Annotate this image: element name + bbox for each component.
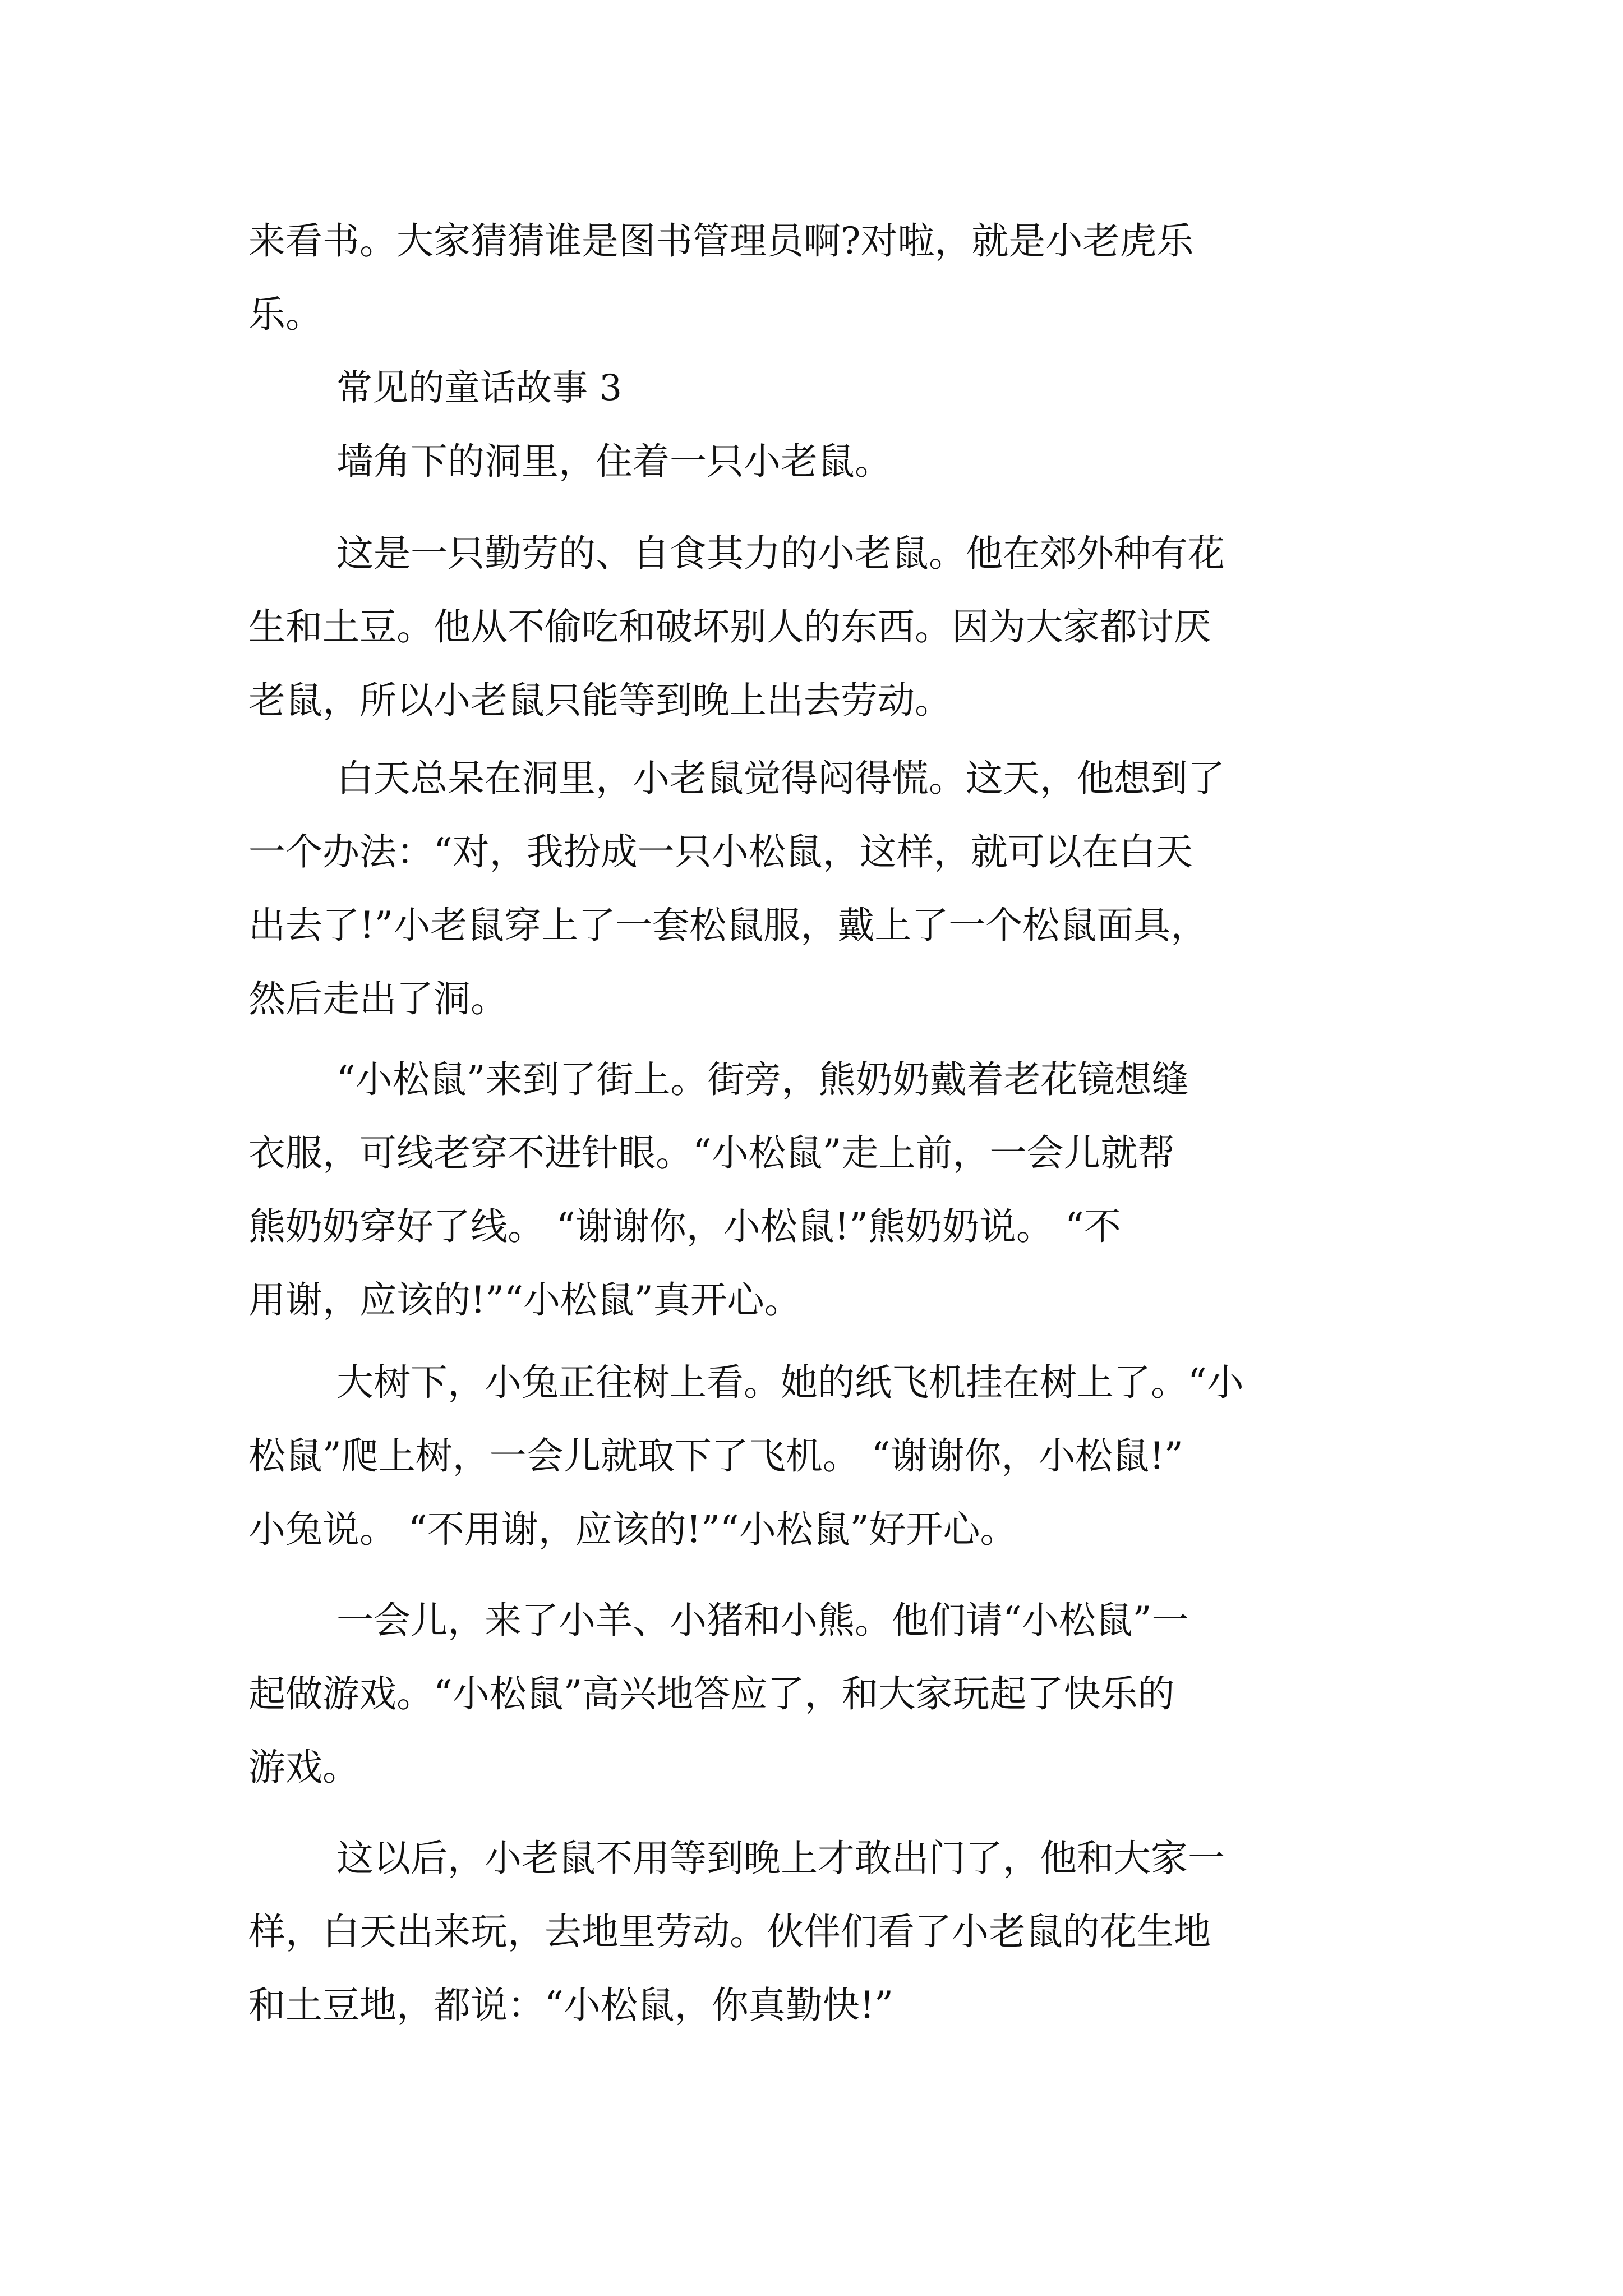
text-line: 白天总呆在洞里，小老鼠觉得闷得慌。这天，他想到了 xyxy=(336,757,1225,800)
text-line: 老鼠，所以小老鼠只能等到晚上出去劳动。 xyxy=(248,679,952,722)
text-line: 松鼠”爬上树，一会儿就取下了飞机。 “谢谢你，小松鼠!” xyxy=(248,1434,1183,1478)
text-line: “小松鼠”来到了街上。街旁，熊奶奶戴着老花镜想缝 xyxy=(336,1058,1189,1101)
text-line: 和土豆地，都说：“小松鼠，你真勤快!” xyxy=(248,1984,894,2027)
section-heading: 常见的童话故事 3 xyxy=(336,367,623,409)
text-line: 一个办法：“对，我扮成一只小松鼠，这样，就可以在白天 xyxy=(248,830,1193,873)
text-line: 样，白天出来玩，去地里劳动。伙伴们看了小老鼠的花生地 xyxy=(248,1910,1211,1953)
text-line: 起做游戏。“小松鼠”高兴地答应了，和大家玩起了快乐的 xyxy=(248,1672,1175,1715)
text-line: 熊奶奶穿好了线。 “谢谢你，小松鼠!”熊奶奶说。 “不 xyxy=(248,1205,1121,1248)
text-line: 这以后，小老鼠不用等到晚上才敢出门了，他和大家一 xyxy=(336,1837,1225,1880)
text-line: 这是一只勤劳的、自食其力的小老鼠。他在郊外种有花 xyxy=(336,532,1225,575)
text-line: 出去了!”小老鼠穿上了一套松鼠服，戴上了一个松鼠面具， xyxy=(248,904,1208,947)
text-line: 然后走出了洞。 xyxy=(248,977,508,1020)
text-line: 墙角下的洞里，住着一只小老鼠。 xyxy=(336,440,892,483)
text-line: 衣服，可线老穿不进针眼。“小松鼠”走上前，一会儿就帮 xyxy=(248,1131,1175,1175)
text-line: 来看书。大家猜猜谁是图书管理员啊?对啦，就是小老虎乐 xyxy=(248,219,1194,263)
text-line: 乐。 xyxy=(248,293,322,336)
text-line: 大树下，小兔正往树上看。她的纸飞机挂在树上了。“小 xyxy=(336,1361,1244,1404)
text-line: 一会儿，来了小羊、小猪和小熊。他们请“小松鼠”一 xyxy=(336,1599,1189,1642)
text-line: 用谢，应该的!”“小松鼠”真开心。 xyxy=(248,1278,801,1322)
text-line: 小兔说。 “不用谢，应该的!”“小松鼠”好开心。 xyxy=(248,1508,1017,1551)
text-line: 生和土豆。他从不偷吃和破坏别人的东西。因为大家都讨厌 xyxy=(248,605,1211,648)
text-line: 游戏。 xyxy=(248,1746,359,1789)
